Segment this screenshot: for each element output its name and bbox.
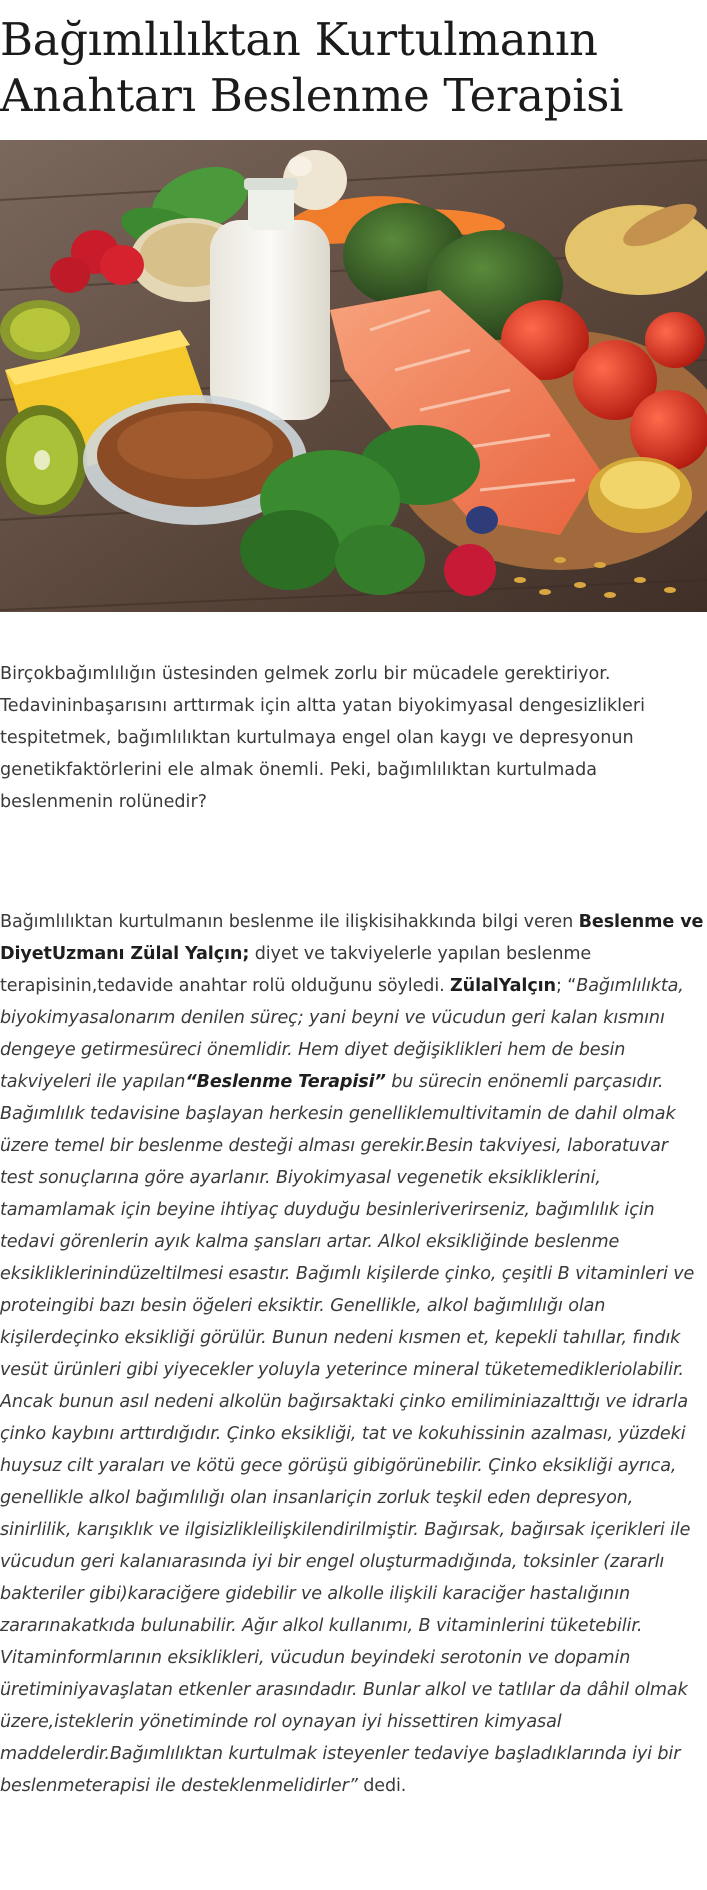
hero-image <box>0 140 707 612</box>
expert-name-bold: Beslenme ve DiyetUzmanı Zülal Yalçın; <box>0 912 704 964</box>
healthy-food-photo <box>0 140 707 612</box>
body-text-2: diyet ve takviyelerle yapılan beslenme terapisinin,tedavide anahtar rolü olduğunu söyledi. <box>0 944 592 996</box>
body-text-1: Bağımlılıktan kurtulmanın beslenme ile ilişkisihakkında bilgi veren <box>0 912 579 932</box>
body-text-4: dedi. <box>357 1776 407 1796</box>
closing-quote: ” <box>348 1776 358 1796</box>
name-bold: ZülalYalçın <box>450 976 556 996</box>
therapy-bold: “Beslenme Terapisi” <box>185 1072 386 1092</box>
quote-text-1: Bağımlılıkta, biyokimyasalonarım denilen süreç; yani beyni ve vücudun geri kalan kısmını dengeye getirmesüreci önemlidir. Hem diyet değişiklikleri hem de besin takviyeleri ile yapılan <box>0 976 684 1092</box>
quote-text-2: bu sürecin enönemli parçasıdır. Bağımlılık tedavisine başlayan herkesin genelliklemultivitamin de dahil olmak üzere temel bir beslenme desteği alması gerekir.Besin takviyesi, laboratuvar test sonuçlarına göre ayarlanır. Biyokimyasal vegenetik eksikliklerini, tamamlamak için beyine ihtiyaç duyduğu besinleriverirseniz, bağımlılık için tedavi görenlerin ayık kalma şansları artar. Alkol eksikliğinde beslenme eksikliklerinindüzeltilmesi esastır. Bağımlı kişilerde çinko, çeşitli B vitaminleri ve proteingibi bazı besin öğeleri eksiktir. Genellikle, alkol bağımlılığı olan kişilerdeçinko eksikliği görülür. Bunun nedeni kısmen et, kepekli tahıllar, fındık vesüt ürünleri gibi yiyecekler yoluyla yeterince mineral tüketemedikleriolabilir. Ancak bunun asıl nedeni alkolün bağırsaktaki çinko emiliminiazalttığı ve idrarla çinko kaybını arttırdığıdır. Çinko eksikliği, tat ve kokuhissinin azalması, yüzdeki huysuz cilt yaraları ve kötü gece görüşü gibigörünebilir. Çinko eksikliği ayrıca, genellikle alkol bağımlılığı olan insanlariçin zorluk teşkil eden depresyon, sinirlilik, karışıklık ve ilgisizlikleilişkilendirilmiştir. Bağırsak, bağırsak içerikleri ile vücudun geri kalanıarasında iyi bir engel oluşturmadığında, toksinler (zararlı bakteriler gibi)karaciğere gidebilir ve alkolle ilişkili karaciğer hastalığının zararınakatkıda bulunabilir. Ağır alkol kullanımı, B vitaminlerini tüketebilir. Vitaminformlarının eksiklikleri, vücudun beyindeki serotonin ve dopamin üretiminiyavaşlatan etkenler arasındadır. Bunlar alkol ve tatlılar da dâhil olmak üzere,isteklerin yönetiminde rol oynayan iyi hissettiren kimyasal maddelerdir.Bağımlılıktan kurtulmak isteyenler tedaviye başladıklarında iyi bir beslenmeterapisi ile desteklenmelidirler <box>0 1072 695 1796</box>
title-line-1: Bağımlılıktan Kurtulmanın <box>0 13 598 66</box>
article-title <box>0 12 700 124</box>
body-paragraph <box>0 906 705 1802</box>
body-text-3: ; “ <box>555 976 577 996</box>
intro-paragraph: Birçokbağımlılığın üstesinden gelmek zorlu bir mücadele gerektiriyor. Tedavininbaşarısını arttırmak için altta yatan biyokimyasal dengesizlikleri tespitetmek, bağımlılıktan kurtulmaya engel olan kaygı ve depresyonun genetikfaktörlerini ele almak önemli. Peki, bağımlılıktan kurtulmada beslenmenin rolünedir? <box>0 664 645 812</box>
title-line-2: Anahtarı Beslenme Terapisi <box>0 69 624 122</box>
